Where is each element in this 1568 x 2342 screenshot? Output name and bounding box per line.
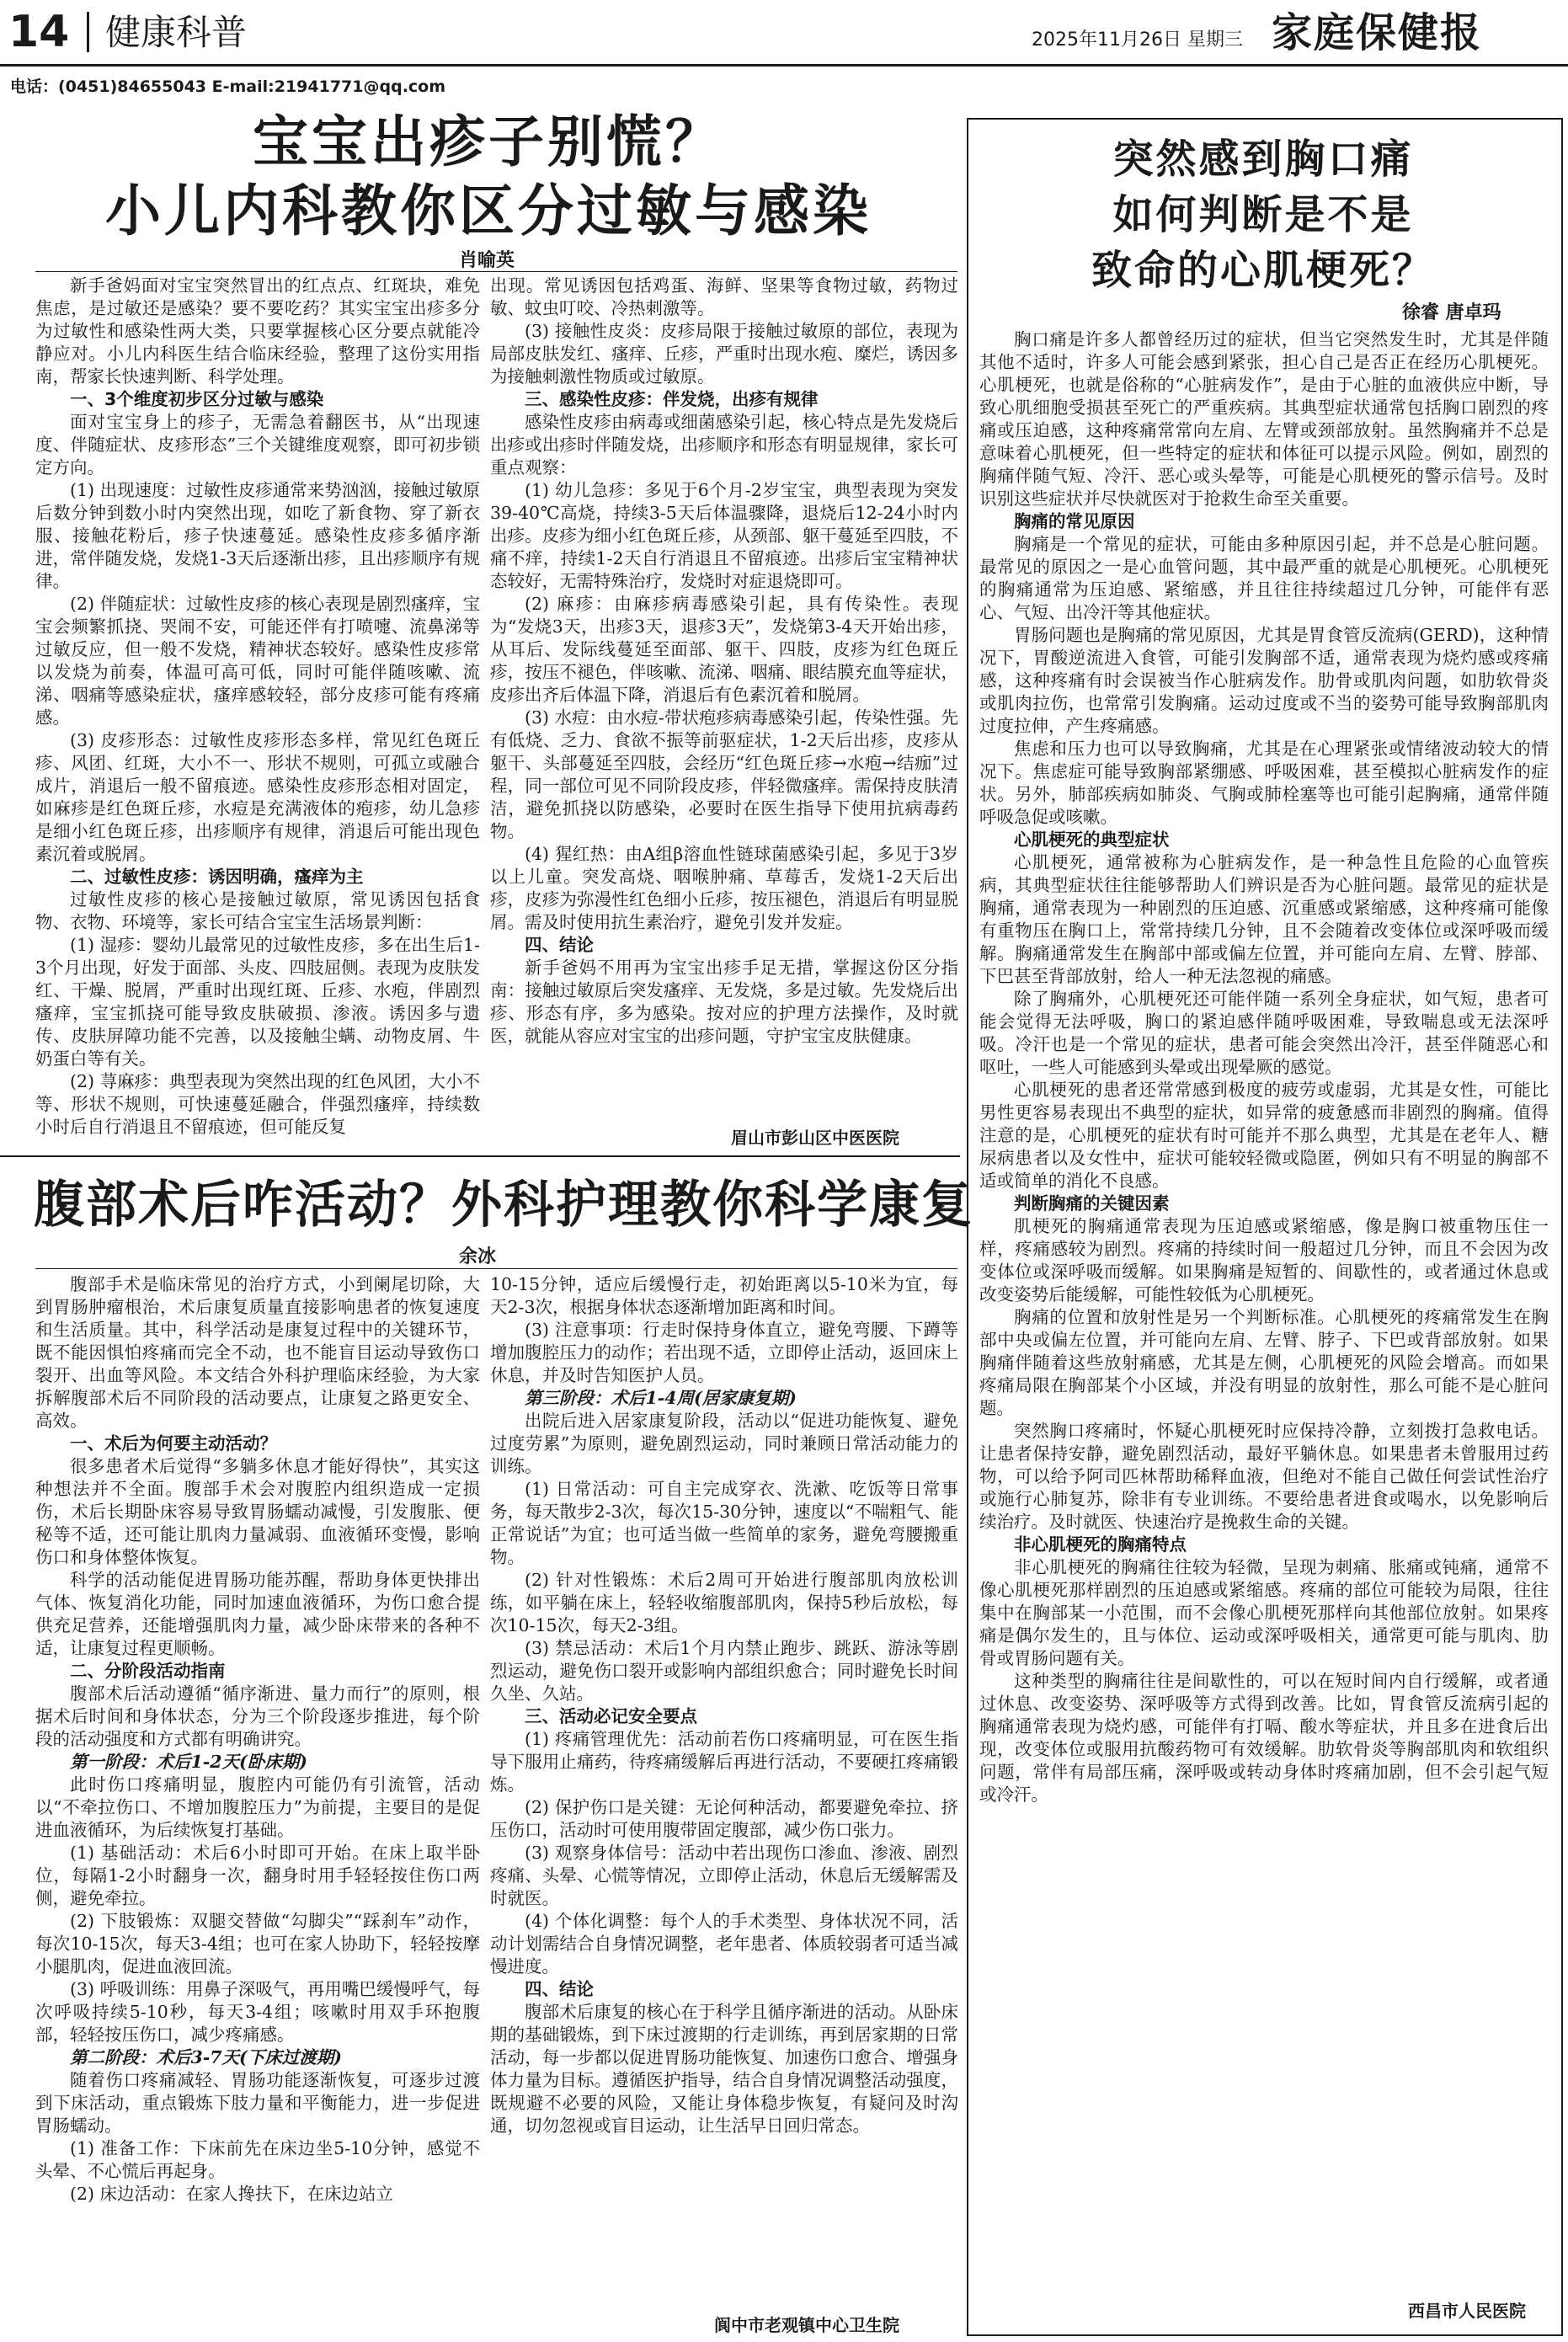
paragraph: (2) 下肢锻炼：双腿交替做“勾脚尖”“踩刹车”动作，每次10-15次，每天3-4组；也可在家人协助下，轻轻按摩小腿肌肉，促进血液回流。 [35,1911,480,1977]
paragraph: (1) 幼儿急疹：多见于6个月-2岁宝宝，典型表现为突发39-40℃高烧，持续3-5天后体温骤降，退烧后12-24小时内出疹。皮疹为细小红色斑丘疹，从颈部、躯干蔓延至四肢，不痛不痒，持续1-2天自行消退且不留痕迹。出疹后宝宝精神状态较好，无需特殊治疗，发烧时对症退烧即可。 [490,480,958,591]
paragraph: 腹部术后活动遵循“循序渐进、量力而行”的原则，根据术后时间和身体状态，分为三个阶段逐步推进，每个阶段的活动强度和方式都有明确讲究。 [35,1683,480,1749]
paragraph: 心肌梗死的患者还常常感到极度的疲劳或虚弱，尤其是女性，可能比男性更容易表现出不典型的症状，如异常的疲惫感而非剧烈的胸痛。值得注意的是，心肌梗死的症状有时可能并不那么典型，尤其是在老年人、糖尿病患者以及女性中，症状可能较轻微或隐匿，例如只有不明显的胸部不适或简单的消化不良感。 [979,1080,1549,1191]
paragraph: (1) 出现速度：过敏性皮疹通常来势汹汹，接触过敏原后数分钟到数小时内突然出现，如吃了新食物、穿了新衣服、接触花粉后，疹子快速蔓延。感染性皮疹多循序渐进，常伴随发烧，发烧1-3天后逐渐出疹，且出疹顺序有规律。 [35,480,480,591]
section-heading: 二、过敏性皮疹：诱因明确，瘙痒为主 [70,867,364,887]
article3-author: 徐睿 唐卓玛 [1402,302,1501,323]
paragraph: 胸痛的位置和放射性是另一个判断标准。心肌梗死的疼痛常发生在胸部中央或偏左位置，并可能向左肩、左臂、脖子、下巴或背部放射。如果胸痛伴随着这些放射痛感，尤其是左侧，心肌梗死的风险会增高。而如果疼痛局限在胸部某个小区域，并没有明显的放射性，那么可能不是心脏问题。 [979,1307,1549,1418]
header-rule [0,64,1568,67]
section-heading: 一、术后为何要主动活动？ [70,1433,277,1454]
paragraph: 过敏性皮疹的核心是接触过敏原，常见诱因包括食物、衣物、环境等，家长可结合宝宝生活场景判断： [35,889,480,932]
paragraph: (1) 准备工作：下床前先在床边坐5-10分钟，感觉不头晕、不心慌后再起身。 [35,2138,480,2181]
paragraph: (4) 猩红热：由A组β溶血性链球菌感染引起，多见于3岁以上儿童。突发高烧、咽喉肿痛、草莓舌，发烧1-2天后出疹，皮疹为弥漫性红色细小丘疹，按压褪色，消退后有明显脱屑。需及时使用抗生素治疗，避免引发并发症。 [490,844,958,932]
paragraph: 这种类型的胸痛往往是间歇性的，可以在短时间内自行缓解，或者通过休息、改变姿势、深呼吸等方式得到改善。比如，胃食管反流病引起的胸痛通常表现为烧灼感，可能伴有打嗝、酸水等症状，并且多在进食后出现，改变体位或服用抗酸药物可有效缓解。肋软骨炎等胸部肌肉和软组织问题，常伴有局部压痛，深呼吸或转动身体时疼痛加剧，但不会引起气短或冷汗。 [979,1671,1549,1805]
paragraph: (1) 湿疹：婴幼儿最常见的过敏性皮疹，多在出生后1-3个月出现，好发于面部、头皮、四肢屈侧。表现为皮肤发红、干燥、脱屑，严重时出现红斑、丘疹、水疱，伴剧烈瘙痒，宝宝抓挠可能导致皮肤破损、渗液。诱因多与遗传、皮肤屏障功能不完善，以及接触尘螨、动物皮屑、牛奶蛋白等有关。 [35,935,480,1069]
paragraph: 出院后进入居家康复阶段，活动以“促进功能恢复、避免过度劳累”为原则，避免剧烈运动，同时兼顾日常活动能力的训练。 [490,1411,958,1476]
paragraph: 随着伤口疼痛减轻、胃肠功能逐渐恢复，可逐步过渡到下床活动，重点锻炼下肢力量和平衡能力，进一步促进胃肠蠕动。 [35,2070,480,2136]
paragraph: (3) 注意事项：行走时保持身体直立，避免弯腰、下蹲等增加腹腔压力的动作；若出现不适，立即停止活动，返回床上休息，并及时告知医护人员。 [490,1320,958,1385]
paragraph: (2) 保护伤口是关键：无论何种活动，都要避免牵拉、挤压伤口，活动时可使用腹带固定腹部，减少伤口张力。 [490,1797,958,1840]
paragraph: (3) 接触性皮炎：皮疹局限于接触过敏原的部位，表现为局部皮肤发红、瘙痒、丘疹，严重时出现水疱、糜烂，诱因多为接触刺激性物质或过敏原。 [490,321,958,387]
section-heading: 非心肌梗死的胸痛特点 [1014,1534,1187,1555]
section-heading: 一、3个维度初步区分过敏与感染 [70,389,324,409]
article1-title-line1: 宝宝出疹子别慌？ [253,109,724,174]
paragraph: (3) 水痘：由水痘-带状疱疹病毒感染引起，传染性强。先有低烧、乏力、食欲不振等前驱症状，1-2天后出疹，皮疹从躯干、头部蔓延至四肢，会经历“红色斑丘疹→水疱→结痂”过程，同一部位可见不同阶段皮疹，伴轻微瘙痒。需保持皮肤清洁，避免抓挠以防感染，必要时在医生指导下使用抗病毒药物。 [490,707,958,841]
paragraph: 出现。常见诱因包括鸡蛋、海鲜、坚果等食物过敏，药物过敏、蚊虫叮咬、冷热刺激等。 [490,275,958,318]
paragraph: 很多患者术后觉得“多躺多休息才能好得快”，其实这种想法并不全面。腹部手术会对腹腔内组织造成一定损伤，术后长期卧床容易导致胃肠蠕动减慢，引发腹胀、便秘等不适，还可能让肌肉力量减弱、血液循环变慢，影响伤口和身体整体恢复。 [35,1456,480,1567]
paragraph: (1) 日常活动：可自主完成穿衣、洗漱、吃饭等日常事务，每天散步2-3次，每次15-30分钟，速度以“不喘粗气、能正常说话”为宜；也可适当做一些简单的家务，避免弯腰搬重物。 [490,1479,958,1567]
paragraph: 胸口痛是许多人都曾经历过的症状，但当它突然发生时，尤其是伴随其他不适时，许多人可能会感到紧张，担心自己是否正在经历心肌梗死。心肌梗死，也就是俗称的“心脏病发作”，是由于心脏的血液供应中断，导致心肌细胞受损甚至死亡的严重疾病。其典型症状通常包括胸口剧烈的疼痛或压迫感，这种疼痛常常向左肩、左臂或颈部放射。虽然胸痛并不总是意味着心肌梗死，但一些特定的症状和体征可以提示风险。例如，剧烈的胸痛伴随气短、冷汗、恶心或头晕等，可能是心肌梗死的警示信号。及时识别这些症状并尽快就医对于抢救生命至关重要。 [979,329,1549,509]
paragraph: 腹部术后康复的核心在于科学且循序渐进的活动。从卧床期的基础锻炼，到下床过渡期的行走训练，再到居家期的日常活动，每一步都以促进胃肠功能恢复、加速伤口愈合、增强身体力量为目标。遵循医护指导，结合自身情况调整活动强度，既规避不必要的风险，又能让身体稳步恢复，有疑问及时沟通，切勿忽视或盲目运动，让生活早日回归常态。 [490,2002,958,2136]
paragraph: 心肌梗死，通常被称为心脏病发作，是一种急性且危险的心血管疾病，其典型症状往往能够帮助人们辨识是否为心脏问题。最常见的症状是胸痛，通常表现为一种剧烈的压迫感、沉重感或紧缩感，这种疼痛可能像有重物压在胸口上，常常持续几分钟，且不会随着改变体位或深呼吸而缓解。胸痛通常发生在胸部中部或偏左位置，并可能向左肩、左臂、脖部、下巴甚至背部放射，给人一种无法忽视的痛感。 [979,852,1549,986]
header-divider [87,12,89,52]
section-heading: 三、感染性皮疹：伴发烧，出疹有规律 [525,389,819,409]
article3-body [979,328,1549,2291]
article3-title-line3: 致命的心肌梗死？ [1091,247,1435,294]
article3-signature: 西昌市人民医院 [1408,2301,1526,2321]
paragraph: 科学的活动能促进胃肠功能苏醒，帮助身体更快排出气体、恢复消化功能，同时加速血液循环，为伤口愈合提供充足营养，还能增强肌肉力量，减少卧床带来的各种不适，让康复过程更顺畅。 [35,1570,480,1658]
paragraph: 除了胸痛外，心肌梗死还可能伴随一系列全身症状，如气短，患者可能会觉得无法呼吸，胸口的紧迫感伴随呼吸困难，导致喘息或无法深呼吸。冷汗也是一个常见的症状，患者可能会突然出冷汗，甚至伴随恶心和呕吐，一些人可能感到头晕或出现晕厥的感觉。 [979,989,1549,1077]
paragraph: (2) 伴随症状：过敏性皮疹的核心表现是剧烈瘙痒，宝宝会频繁抓挠、哭闹不安，可能还伴有打喷嚏、流鼻涕等过敏反应，但一般不发烧，精神状态较好。感染性皮疹常以发烧为前奏，体温可高可低，同时可能伴随咳嗽、流涕、咽痛等感染症状，瘙痒感较轻，部分皮疹可能有疼痛感。 [35,594,480,728]
paragraph: (2) 荨麻疹：典型表现为突然出现的红色风团，大小不等、形状不规则，可快速蔓延融合，伴强烈瘙痒，持续数小时后自行消退且不留痕迹，但可能反复 [35,1071,480,1137]
article1-author: 肖喻英 [459,250,515,271]
paragraph: (1) 疼痛管理优先：活动前若伤口疼痛明显，可在医生指导下服用止痛药，待疼痛缓解后再进行活动，不要硬扛疼痛锻炼。 [490,1729,958,1795]
paragraph: 焦虑和压力也可以导致胸痛，尤其是在心理紧张或情绪波动较大的情况下。焦虑症可能导致胸部紧绷感、呼吸困难，甚至模拟心脏病发作的症状。另外，肺部疾病如肺炎、气胸或肺栓塞等也可能引起胸痛，通常伴随呼吸急促或咳嗽。 [979,739,1549,827]
article3-title-line2: 如何判断是不是 [1112,191,1414,238]
paragraph: 肌梗死的胸痛通常表现为压迫感或紧缩感，像是胸口被重物压住一样，疼痛感较为剧烈。疼痛的持续时间一般超过几分钟，而且不会因为改变体位或深呼吸而缓解。如果胸痛是短暂的、间歇性的，或者通过休息或改变姿势后能缓解，可能性较低为心肌梗死。 [979,1216,1549,1304]
contact-line: 电话：(0451)84655043 E-mail:21941771@qq.com [10,77,446,96]
article2-signature: 阆中市老观镇中心卫生院 [714,2315,899,2335]
paragraph: (3) 呼吸训练：用鼻子深吸气，再用嘴巴缓慢呼气，每次呼吸持续5-10秒，每天3-4组；咳嗽时用双手环抱腹部，轻轻按压伤口，减少疼痛感。 [35,1979,480,2045]
section-title: 健康科普 [105,12,248,53]
paragraph: (3) 观察身体信号：活动中若出现伤口渗血、渗液、剧烈疼痛、头晕、心慌等情况，立即停止活动，休息后无缓解需及时就医。 [490,1843,958,1908]
article2-author: 余冰 [459,1246,497,1267]
page-number: 14 [8,7,70,57]
paragraph: 此时伤口疼痛明显，腹腔内可能仍有引流管，活动以“不牵拉伤口、不增加腹腔压力”为前提，主要目的是促进血液循环，为后续恢复打基础。 [35,1774,480,1840]
section-heading: 胸痛的常见原因 [1014,511,1135,531]
paragraph: (3) 禁忌活动：术后1个月内禁止跑步、跳跃、游泳等剧烈运动，避免伤口裂开或影响内部组织愈合；同时避免长时间久坐、久站。 [490,1638,958,1704]
paragraph: 新手爸妈不用再为宝宝出疹手足无措，掌握这份区分指南：接触过敏原后突发瘙痒、无发烧，多是过敏。先发烧后出疹、形态有序，多为感染。按对应的护理方法操作，及时就医，就能从容应对宝宝的出疹问题，守护宝宝皮肤健康。 [490,958,958,1046]
section-heading: 三、活动必记安全要点 [525,1706,697,1726]
article1-signature: 眉山市彭山区中医医院 [731,1128,899,1148]
section-heading: 二、分阶段活动指南 [70,1661,226,1681]
stage-heading: 第三阶段：术后1-4周(居家康复期) [525,1388,797,1408]
paragraph: 腹部手术是临床常见的治疗方式，小到阑尾切除，大到胃肠肿瘤根治，术后康复质量直接影响患者的恢复速度和生活质量。其中，科学活动是康复过程中的关键环节，既不能因惧怕疼痛而完全不动，也不能盲目运动导致伤口裂开、出血等风险。本文结合外科护理临床经验，为大家拆解腹部术后不同阶段的活动要点，让康复之路更安全、高效。 [35,1274,480,1431]
article1-title-line2: 小儿内科教你区分过敏与感染 [105,178,872,243]
paragraph: 感染性皮疹由病毒或细菌感染引起，核心特点是先发烧后出疹或出疹时伴随发烧，出疹顺序和形态有明显规律，家长可重点观察： [490,412,958,477]
article1-column-1 [35,275,480,1145]
section-heading: 心肌梗死的典型症状 [1014,830,1170,850]
section-heading: 判断胸痛的关键因素 [1014,1193,1170,1214]
stage-heading: 第二阶段：术后3-7天(下床过渡期) [70,2047,342,2067]
article3-title-line1: 突然感到胸口痛 [1112,136,1414,183]
paragraph: 10-15分钟，适应后缓慢行走，初始距离以5-10米为宜，每天2-3次，根据身体状态逐渐增加距离和时间。 [490,1274,958,1317]
article2-rule [35,1268,957,1269]
article-separator [0,1155,960,1157]
paragraph: (3) 皮疹形态：过敏性皮疹形态多样，常见红色斑丘疹、风团、红斑，大小不一、形状不规则，可孤立或融合成片，消退后一般不留痕迹。感染性皮疹形态相对固定，如麻疹是红色斑丘疹，水痘是充满液体的疱疹，幼儿急疹是细小红色斑丘疹，出疹顺序有规律，消退后可能出现色素沉着或脱屑。 [35,730,480,864]
paper-name: 家庭保健报 [1272,9,1483,56]
section-heading: 四、结论 [525,935,594,955]
stage-heading: 第一阶段：术后1-2天(卧床期) [70,1752,307,1772]
article2-column-1 [35,1273,480,2336]
paragraph: 胸痛是一个常见的症状，可能由多种原因引起，并不总是心脏问题。最常见的原因之一是心血管问题，其中最严重的就是心肌梗死。心肌梗死的胸痛通常为压迫感、紧缩感，并且往往持续超过几分钟，可能伴有恶心、气短、出冷汗等其他症状。 [979,534,1549,622]
issue-date: 2025年11月26日 星期三 [1032,29,1243,51]
article2-column-2 [490,1273,958,2302]
article1-rule [35,271,957,272]
paragraph: 面对宝宝身上的疹子，无需急着翻医书，从“出现速度、伴随症状、皮疹形态”三个关键维度观察，即可初步锁定方向。 [35,412,480,477]
paragraph: (1) 基础活动：术后6小时即可开始。在床上取半卧位，每隔1-2小时翻身一次，翻身时用手轻轻按住伤口两侧，避免牵拉。 [35,1843,480,1908]
paragraph: 胃肠问题也是胸痛的常见原因，尤其是胃食管反流病(GERD)，这种情况下，胃酸逆流进入食管，可能引发胸部不适，通常表现为烧灼感或疼痛感，这种疼痛有时会误被当作心脏病发作。肋骨或肌肉问题，如肋软骨炎或肌肉拉伤，也常常引发胸痛。运动过度或不当的姿势可能导致胸部肌肉过度拉伸，产生疼痛感。 [979,625,1549,736]
article1-column-2 [490,275,958,1122]
paragraph: 新手爸妈面对宝宝突然冒出的红点点、红斑块，难免焦虑，是过敏还是感染？要不要吃药？其实宝宝出疹多分为过敏性和感染性两大类，只要掌握核心区分要点就能冷静应对。小儿内科医生结合临床经验，整理了这份实用指南，帮家长快速判断、科学处理。 [35,275,480,387]
paragraph: (4) 个体化调整：每个人的手术类型、身体状况不同，活动计划需结合自身情况调整，老年患者、体质较弱者可适当减慢进度。 [490,1911,958,1977]
paragraph: (2) 床边活动：在家人搀扶下，在床边站立 [70,2184,394,2204]
paragraph: (2) 针对性锻炼：术后2周可开始进行腹部肌肉放松训练，如平躺在床上，轻轻收缩腹部肌肉，保持5秒后放松，每次10-15次，每天2-3组。 [490,1570,958,1635]
article2-title: 腹部术后咋活动？外科护理教你科学康复 [34,1176,973,1235]
paragraph: (2) 麻疹：由麻疹病毒感染引起，具有传染性。表现为“发烧3天，出疹3天，退疹3天”，发烧第3-4天开始出疹，从耳后、发际线蔓延至面部、躯干、四肢，皮疹为红色斑丘疹，按压不褪色，伴咳嗽、流涕、咽痛、眼结膜充血等症状，皮疹出齐后体温下降，消退后有色素沉着和脱屑。 [490,594,958,705]
section-heading: 四、结论 [525,1979,594,1999]
paragraph: 非心肌梗死的胸痛往往较为轻微，呈现为刺痛、胀痛或钝痛，通常不像心肌梗死那样剧烈的压迫感或紧缩感。疼痛的部位可能较为局限，往往集中在胸部某一小范围，而不会像心肌梗死那样向其他部位放射。如果疼痛是偶尔发生的，且与体位、运动或深呼吸相关，通常更可能与肌肉、肋骨或胃肠问题有关。 [979,1557,1549,1668]
paragraph: 突然胸口疼痛时，怀疑心肌梗死时应保持冷静，立刻拨打急救电话。让患者保持安静，避免剧烈活动，最好平躺休息。如果患者未曾服用过药物，可以给予阿司匹林帮助稀释血液，但绝对不能自己做任何尝试性治疗或施行心肺复苏，除非有专业训练。不要给患者进食或喝水，以免影响后续治疗。及时就医、快速治疗是挽救生命的关键。 [979,1421,1549,1532]
